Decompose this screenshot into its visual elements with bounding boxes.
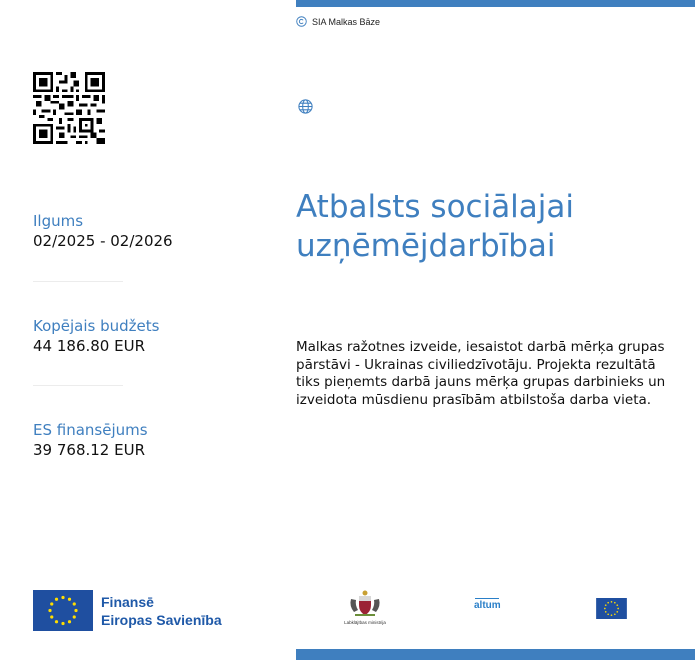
- eu-star: [607, 613, 609, 615]
- eu-star: [61, 596, 64, 599]
- copyright-text: SIA Malkas Bāze: [312, 16, 381, 27]
- stat-label: ES finansējums: [33, 421, 148, 439]
- eu-star: [68, 620, 71, 623]
- project-title: [296, 188, 676, 266]
- project-title-line2: uzņēmējdarbībai: [296, 228, 556, 264]
- qr-code[interactable]: [33, 72, 105, 144]
- eu-star: [605, 604, 607, 606]
- eu-star: [611, 601, 613, 603]
- eu-star: [50, 615, 53, 618]
- altum-logo: [474, 600, 501, 611]
- stat-value: 44 186.80 EUR: [33, 337, 145, 355]
- eu-funding-text: [101, 593, 222, 629]
- eu-line2: Eiropas Savienība: [101, 611, 222, 628]
- stat-value: 02/2025 - 02/2026: [33, 232, 173, 250]
- globe-icon[interactable]: [297, 98, 314, 115]
- project-description: Malkas ražotnes izveide, iesaistot darbā mērķa grupas pārstāvi - Ukrainas civiliedzīvotāju. Projekta rezultātā tiks pieņemts darbā jauns mērķa grupas darbinieks un izveidota mūsdienu prasībām atbilstoša darba vieta.: [296, 339, 666, 408]
- stat-label: Kopējais budžets: [33, 317, 160, 335]
- eu-star: [605, 611, 607, 613]
- altum-logo-text: altum: [474, 600, 501, 611]
- coat-of-arms-icon: [347, 590, 383, 618]
- eu-star: [48, 609, 51, 612]
- eu-star: [50, 602, 53, 605]
- eu-star: [616, 611, 618, 613]
- eu-flag-icon: [33, 590, 93, 631]
- ministry-logo: [342, 590, 388, 625]
- eu-line1: Finansē: [101, 593, 154, 610]
- project-title-line1: Atbalsts sociālajai: [296, 189, 575, 225]
- eu-star: [607, 602, 609, 604]
- eu-star: [55, 598, 58, 601]
- ministry-caption: Labklājības ministrija: [344, 620, 386, 625]
- eu-star: [614, 613, 616, 615]
- copyright-icon: [296, 16, 307, 27]
- top-accent-bar: [296, 0, 695, 7]
- eu-funding-logo: [33, 590, 222, 631]
- stat-total-budget: [33, 316, 159, 356]
- divider: [33, 281, 123, 282]
- eu-star: [616, 604, 618, 606]
- divider: [33, 385, 123, 386]
- stat-duration: [33, 211, 173, 251]
- stat-label: Ilgums: [33, 212, 84, 230]
- copyright-line: [296, 16, 380, 27]
- eu-star: [617, 608, 619, 610]
- eu-star: [74, 609, 77, 612]
- eu-star: [604, 608, 606, 610]
- eu-star: [61, 622, 64, 625]
- eu-star: [73, 615, 76, 618]
- eu-star: [73, 602, 76, 605]
- eu-star: [68, 598, 71, 601]
- altum-logo-line: [475, 598, 499, 599]
- stat-value: 39 768.12 EUR: [33, 441, 145, 459]
- eu-star: [55, 620, 58, 623]
- stat-eu-funding: [33, 420, 148, 460]
- eu-flag-icon: [596, 598, 627, 619]
- eu-star: [614, 602, 616, 604]
- bottom-accent-bar: [296, 649, 695, 660]
- eu-star: [611, 614, 613, 616]
